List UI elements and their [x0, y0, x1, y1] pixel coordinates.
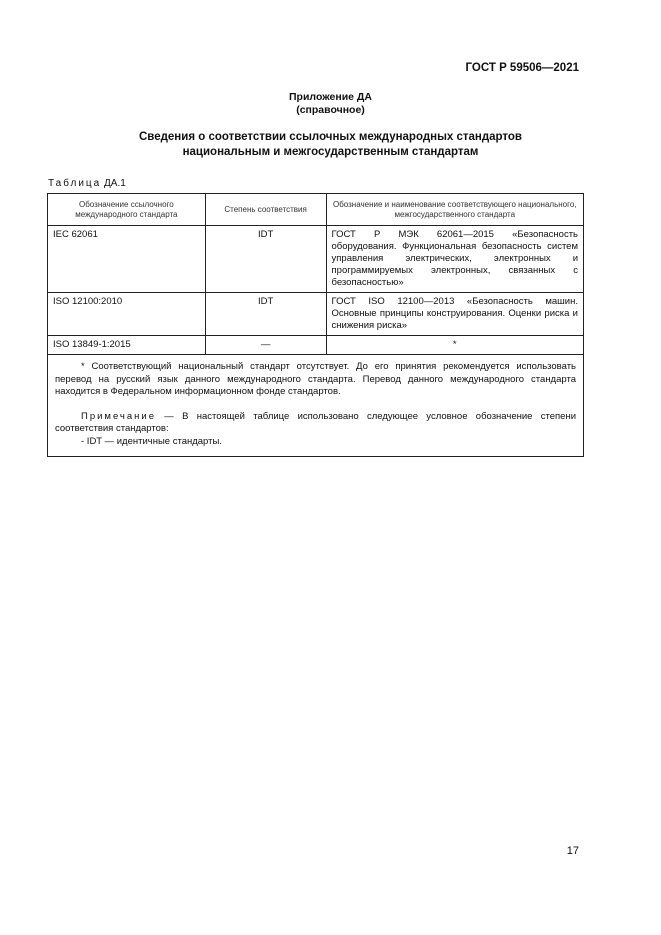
table-caption-id: ДА.1	[104, 178, 126, 189]
column-header-degree: Степень соответствия	[205, 194, 326, 226]
table-caption	[48, 178, 126, 189]
table-row	[48, 293, 584, 336]
annex-title: Приложение ДА	[289, 91, 372, 103]
page-title-line-2: национальным и межгосударственным стандартам	[182, 146, 479, 158]
cell-intl: IEC 62061	[48, 226, 206, 293]
page-number: 17	[566, 845, 579, 857]
cell-intl: ISO 13849-1:2015	[48, 336, 206, 355]
cell-intl: ISO 12100:2010	[48, 293, 206, 336]
column-header-intl: Обозначение ссылочного международного стандарта	[48, 194, 206, 226]
footnote-cell	[48, 355, 584, 457]
table-row	[48, 336, 584, 355]
note-text: — В настоящей таблице использовано следующее условное обозначение степени соответствия стандартов:	[55, 410, 576, 434]
table-footnote-row	[48, 355, 584, 457]
cell-degree: —	[205, 336, 326, 355]
table-row	[48, 226, 584, 293]
table-caption-word: Таблица	[48, 178, 102, 189]
note-label: Примечание	[81, 410, 156, 422]
cell-degree: IDT	[205, 226, 326, 293]
column-header-national: Обозначение и наименование соответствующего национального, межгосударственного стандарта	[326, 194, 583, 226]
table-header-row	[48, 194, 584, 226]
document-code: ГОСТ Р 59506—2021	[465, 62, 579, 74]
cell-national: *	[326, 336, 583, 355]
footnote-text: * Соответствующий национальный стандарт отсутствует. До его принятия рекомендуется использовать перевод на русский язык данного международного стандарта. Перевод данного международного стандарта находится в Федеральном информационном фонде стандартов.	[55, 361, 576, 397]
annex-subtitle: (справочное)	[296, 104, 365, 116]
cell-national: ГОСТ ISO 12100—2013 «Безопасность машин. Основные принципы конструирования. Оценки риска и снижения риска»	[326, 293, 583, 336]
cell-national: ГОСТ Р МЭК 62061—2015 «Безопасность оборудования. Функциональная безопасность систем управления электрических, электронных и программируемых электронных, связанных с безопасностью»	[326, 226, 583, 293]
note-list-item: - IDT — идентичные стандарты.	[81, 435, 222, 447]
note-paragraph	[55, 411, 576, 436]
annex-heading	[0, 91, 661, 117]
page-title	[0, 130, 661, 160]
cell-degree: IDT	[205, 293, 326, 336]
page-title-line-1: Сведения о соответствии ссылочных международных стандартов	[138, 131, 522, 143]
correspondence-table	[47, 193, 584, 457]
